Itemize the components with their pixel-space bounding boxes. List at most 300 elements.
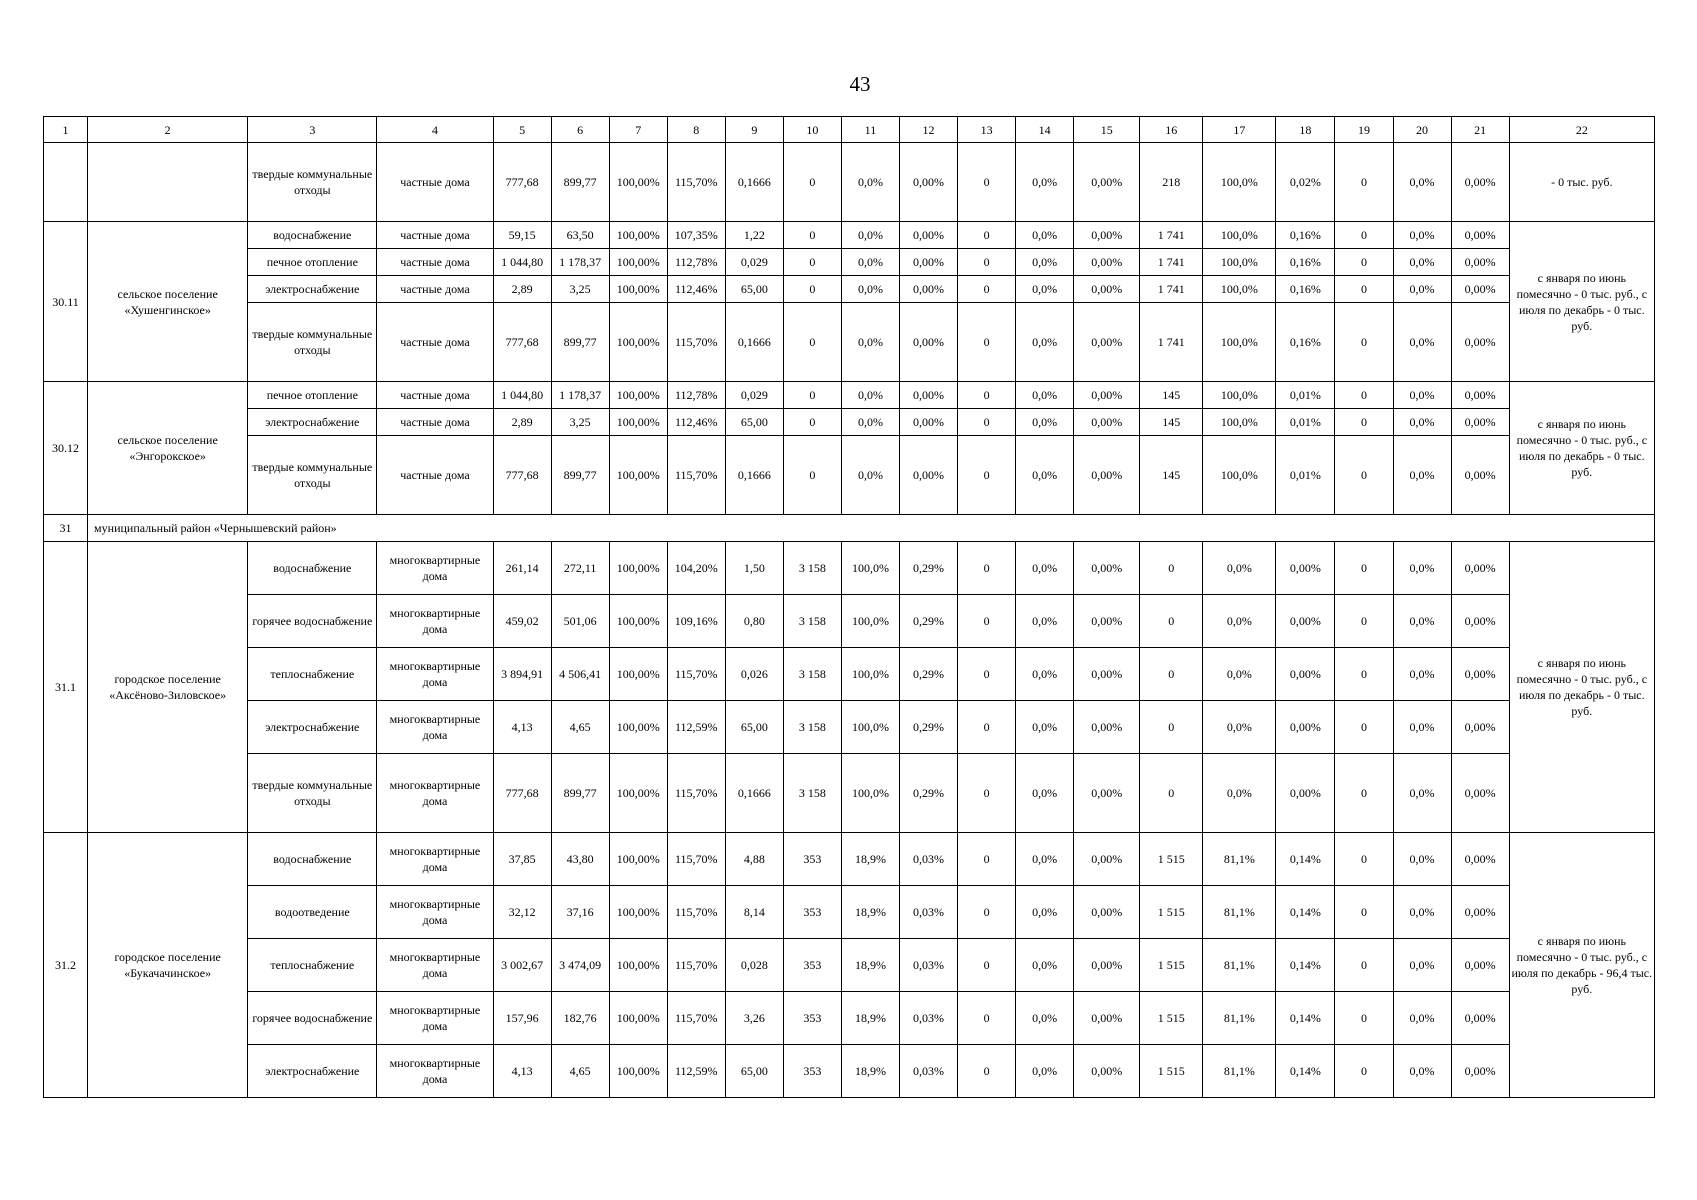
value-cell: 4,13 — [493, 701, 551, 754]
value-cell: 0 — [1335, 648, 1393, 701]
value-cell: 0 — [1335, 542, 1393, 595]
column-header: 6 — [551, 117, 609, 143]
value-cell: 0,00% — [1074, 542, 1140, 595]
value-cell: 0 — [1335, 436, 1393, 515]
value-cell: 0 — [1335, 249, 1393, 276]
value-cell: 777,68 — [493, 436, 551, 515]
value-cell: 100,0% — [1203, 303, 1276, 382]
value-cell: 0 — [958, 409, 1016, 436]
value-cell: 0,0% — [1016, 222, 1074, 249]
value-cell: 0 — [1140, 595, 1203, 648]
housing-type: многоквартирные дома — [377, 886, 493, 939]
value-cell: 0,00% — [1074, 595, 1140, 648]
value-cell: 0,00% — [1276, 542, 1335, 595]
value-cell: 0 — [958, 886, 1016, 939]
housing-type: многоквартирные дома — [377, 992, 493, 1045]
value-cell: 65,00 — [725, 276, 783, 303]
service-name: водоснабжение — [248, 222, 377, 249]
value-cell: 0,00% — [1451, 648, 1509, 701]
value-cell: 0,0% — [841, 143, 899, 222]
value-cell: 0,0% — [841, 303, 899, 382]
value-cell: 0,01% — [1276, 382, 1335, 409]
value-cell: 8,14 — [725, 886, 783, 939]
value-cell: 0,0% — [1393, 303, 1451, 382]
service-name: электроснабжение — [248, 409, 377, 436]
value-cell: 2,89 — [493, 276, 551, 303]
value-cell: 0,00% — [1451, 303, 1509, 382]
value-cell: 0 — [958, 648, 1016, 701]
value-cell: 100,00% — [609, 595, 667, 648]
housing-type: частные дома — [377, 303, 493, 382]
value-cell: 0,0% — [841, 276, 899, 303]
value-cell: 0 — [1335, 886, 1393, 939]
value-cell: 18,9% — [841, 833, 899, 886]
value-cell: 0,0% — [841, 409, 899, 436]
value-cell: 0,16% — [1276, 249, 1335, 276]
value-cell: 777,68 — [493, 143, 551, 222]
value-cell: 100,00% — [609, 276, 667, 303]
value-cell: 0,029 — [725, 249, 783, 276]
value-cell: 112,78% — [667, 249, 725, 276]
value-cell: 0,0% — [841, 249, 899, 276]
value-cell: 100,00% — [609, 249, 667, 276]
value-cell: 0,0% — [1016, 1045, 1074, 1098]
housing-type: частные дома — [377, 409, 493, 436]
value-cell: 1,22 — [725, 222, 783, 249]
value-cell: 777,68 — [493, 754, 551, 833]
value-cell: 0,0% — [1393, 939, 1451, 992]
value-cell: 0,0% — [1203, 542, 1276, 595]
row-number: 31.2 — [44, 833, 88, 1098]
housing-type: частные дома — [377, 249, 493, 276]
value-cell: 0,00% — [1451, 595, 1509, 648]
value-cell: 0,00% — [1074, 303, 1140, 382]
service-name: печное отопление — [248, 382, 377, 409]
value-cell: 0,0% — [1393, 382, 1451, 409]
value-cell: 0,00% — [1451, 382, 1509, 409]
column-header: 20 — [1393, 117, 1451, 143]
value-cell: 0,00% — [1451, 436, 1509, 515]
value-cell: 0 — [1335, 409, 1393, 436]
value-cell: 0,29% — [899, 648, 957, 701]
table-row — [44, 701, 1655, 754]
value-cell: 0,0% — [1203, 701, 1276, 754]
value-cell: 353 — [783, 939, 841, 992]
value-cell: 0 — [1335, 992, 1393, 1045]
value-cell: 100,00% — [609, 754, 667, 833]
value-cell: 145 — [1140, 382, 1203, 409]
value-cell: 0 — [1140, 542, 1203, 595]
payment-note: с января по июнь помесячно - 0 тыс. руб., с июля по декабрь - 0 тыс. руб. — [1509, 542, 1654, 833]
value-cell: 37,85 — [493, 833, 551, 886]
value-cell: 100,00% — [609, 542, 667, 595]
value-cell: 0,16% — [1276, 222, 1335, 249]
value-cell: 0,0% — [1393, 886, 1451, 939]
value-cell: 0,00% — [1451, 1045, 1509, 1098]
value-cell: 3 474,09 — [551, 939, 609, 992]
value-cell: 115,70% — [667, 648, 725, 701]
value-cell: 0 — [783, 303, 841, 382]
value-cell: 0,00% — [1074, 754, 1140, 833]
value-cell: 3,25 — [551, 409, 609, 436]
table-row — [44, 143, 1655, 222]
value-cell: 18,9% — [841, 939, 899, 992]
housing-type: многоквартирные дома — [377, 542, 493, 595]
value-cell: 0,00% — [1074, 409, 1140, 436]
value-cell: 0,00% — [1074, 222, 1140, 249]
value-cell: 1 515 — [1140, 1045, 1203, 1098]
value-cell: 1 515 — [1140, 992, 1203, 1045]
value-cell: 0,14% — [1276, 886, 1335, 939]
value-cell: 0,0% — [1016, 542, 1074, 595]
payment-note: с января по июнь помесячно - 0 тыс. руб., с июля по декабрь - 96,4 тыс. руб. — [1509, 833, 1654, 1098]
value-cell: 0,00% — [899, 143, 957, 222]
column-header: 16 — [1140, 117, 1203, 143]
value-cell: 0 — [1335, 754, 1393, 833]
value-cell: 0,16% — [1276, 276, 1335, 303]
payment-note: с января по июнь помесячно - 0 тыс. руб., с июля по декабрь - 0 тыс. руб. — [1509, 382, 1654, 515]
value-cell: 0,14% — [1276, 1045, 1335, 1098]
value-cell: 59,15 — [493, 222, 551, 249]
column-header: 21 — [1451, 117, 1509, 143]
value-cell: 100,0% — [1203, 222, 1276, 249]
value-cell: 0,00% — [899, 222, 957, 249]
value-cell: 0,14% — [1276, 939, 1335, 992]
value-cell: 0 — [958, 222, 1016, 249]
value-cell: 1 044,80 — [493, 249, 551, 276]
value-cell: 1 178,37 — [551, 249, 609, 276]
value-cell: 0,00% — [1074, 992, 1140, 1045]
value-cell: 0,0% — [1016, 992, 1074, 1045]
value-cell: 0,0% — [1393, 542, 1451, 595]
column-header: 5 — [493, 117, 551, 143]
housing-type: многоквартирные дома — [377, 1045, 493, 1098]
value-cell: 899,77 — [551, 436, 609, 515]
value-cell: 0,00% — [1074, 382, 1140, 409]
value-cell: 899,77 — [551, 303, 609, 382]
column-header: 13 — [958, 117, 1016, 143]
value-cell: 100,00% — [609, 436, 667, 515]
service-name: твердые коммунальные отходы — [248, 436, 377, 515]
value-cell: 0 — [1335, 382, 1393, 409]
service-name: печное отопление — [248, 249, 377, 276]
value-cell: 0,00% — [1074, 1045, 1140, 1098]
column-header: 2 — [88, 117, 248, 143]
service-name: твердые коммунальные отходы — [248, 754, 377, 833]
value-cell: 0,1666 — [725, 303, 783, 382]
value-cell: 112,78% — [667, 382, 725, 409]
service-name: водоотведение — [248, 886, 377, 939]
row-number: 30.11 — [44, 222, 88, 382]
section-row — [44, 515, 1655, 542]
value-cell: 157,96 — [493, 992, 551, 1045]
value-cell: 0,00% — [899, 436, 957, 515]
value-cell: 0 — [783, 249, 841, 276]
payment-note: - 0 тыс. руб. — [1509, 143, 1654, 222]
value-cell: 112,59% — [667, 1045, 725, 1098]
table-row — [44, 992, 1655, 1045]
value-cell: 0,0% — [1393, 436, 1451, 515]
value-cell: 112,59% — [667, 701, 725, 754]
value-cell: 3,26 — [725, 992, 783, 1045]
value-cell: 0,0% — [1016, 595, 1074, 648]
value-cell: 0,0% — [1016, 382, 1074, 409]
service-name: теплоснабжение — [248, 648, 377, 701]
value-cell: 100,0% — [1203, 143, 1276, 222]
value-cell: 112,46% — [667, 409, 725, 436]
value-cell: 104,20% — [667, 542, 725, 595]
table-row — [44, 436, 1655, 515]
value-cell: 0,16% — [1276, 303, 1335, 382]
value-cell: 4,13 — [493, 1045, 551, 1098]
value-cell: 4,65 — [551, 1045, 609, 1098]
value-cell: 182,76 — [551, 992, 609, 1045]
value-cell: 0,1666 — [725, 436, 783, 515]
value-cell: 0,0% — [1393, 701, 1451, 754]
value-cell: 0,29% — [899, 542, 957, 595]
value-cell: 100,00% — [609, 648, 667, 701]
table-row — [44, 939, 1655, 992]
value-cell: 4 506,41 — [551, 648, 609, 701]
value-cell: 0 — [1335, 595, 1393, 648]
column-header: 19 — [1335, 117, 1393, 143]
value-cell: 1 741 — [1140, 303, 1203, 382]
value-cell: 0 — [958, 276, 1016, 303]
value-cell: 0 — [783, 222, 841, 249]
value-cell: 115,70% — [667, 303, 725, 382]
value-cell: 0 — [783, 143, 841, 222]
value-cell: 0 — [958, 595, 1016, 648]
value-cell: 0,026 — [725, 648, 783, 701]
value-cell: 1,50 — [725, 542, 783, 595]
service-name: горячее водоснабжение — [248, 992, 377, 1045]
value-cell: 65,00 — [725, 701, 783, 754]
value-cell: 2,89 — [493, 409, 551, 436]
value-cell: 115,70% — [667, 833, 725, 886]
settlement-name: сельское поселение «Хушенгинское» — [88, 222, 248, 382]
column-header: 1 — [44, 117, 88, 143]
value-cell: 0 — [958, 542, 1016, 595]
value-cell: 0 — [958, 701, 1016, 754]
value-cell: 0,14% — [1276, 833, 1335, 886]
value-cell: 0,0% — [1203, 754, 1276, 833]
table-row — [44, 886, 1655, 939]
value-cell: 100,00% — [609, 939, 667, 992]
value-cell: 0,00% — [1451, 886, 1509, 939]
value-cell: 3,25 — [551, 276, 609, 303]
table-row — [44, 542, 1655, 595]
value-cell: 0,03% — [899, 886, 957, 939]
value-cell: 0 — [1140, 701, 1203, 754]
value-cell: 3 158 — [783, 754, 841, 833]
value-cell: 100,0% — [1203, 382, 1276, 409]
value-cell: 0 — [958, 754, 1016, 833]
value-cell: 0,1666 — [725, 754, 783, 833]
value-cell: 0,0% — [1393, 222, 1451, 249]
housing-type: частные дома — [377, 436, 493, 515]
column-header: 17 — [1203, 117, 1276, 143]
value-cell: 0 — [958, 992, 1016, 1045]
column-header: 8 — [667, 117, 725, 143]
housing-type: многоквартирные дома — [377, 939, 493, 992]
settlement-name: городское поселение «Букачачинское» — [88, 833, 248, 1098]
value-cell: 0,0% — [1016, 436, 1074, 515]
table-row — [44, 754, 1655, 833]
value-cell: 0,00% — [1451, 992, 1509, 1045]
value-cell: 0,0% — [1016, 276, 1074, 303]
housing-type: частные дома — [377, 382, 493, 409]
value-cell: 0,14% — [1276, 992, 1335, 1045]
column-header: 22 — [1509, 117, 1654, 143]
table-row — [44, 276, 1655, 303]
value-cell: 100,00% — [609, 1045, 667, 1098]
empty-cell — [88, 143, 248, 222]
column-header: 4 — [377, 117, 493, 143]
value-cell: 459,02 — [493, 595, 551, 648]
value-cell: 100,00% — [609, 833, 667, 886]
value-cell: 0,0% — [1393, 648, 1451, 701]
value-cell: 0,0% — [841, 436, 899, 515]
value-cell: 100,0% — [1203, 249, 1276, 276]
value-cell: 100,00% — [609, 143, 667, 222]
value-cell: 81,1% — [1203, 1045, 1276, 1098]
value-cell: 18,9% — [841, 886, 899, 939]
value-cell: 0,0% — [1393, 1045, 1451, 1098]
value-cell: 0 — [1335, 303, 1393, 382]
value-cell: 0 — [783, 276, 841, 303]
value-cell: 100,0% — [1203, 409, 1276, 436]
value-cell: 4,88 — [725, 833, 783, 886]
value-cell: 1 741 — [1140, 249, 1203, 276]
value-cell: 0,00% — [1276, 595, 1335, 648]
housing-type: многоквартирные дома — [377, 833, 493, 886]
value-cell: 0 — [1140, 648, 1203, 701]
column-header: 7 — [609, 117, 667, 143]
value-cell: 0,00% — [1451, 701, 1509, 754]
value-cell: 0,0% — [1393, 276, 1451, 303]
value-cell: 0,00% — [1451, 754, 1509, 833]
value-cell: 0,0% — [1393, 992, 1451, 1045]
service-name: электроснабжение — [248, 701, 377, 754]
value-cell: 4,65 — [551, 701, 609, 754]
value-cell: 0,00% — [1074, 276, 1140, 303]
value-cell: 112,46% — [667, 276, 725, 303]
value-cell: 115,70% — [667, 992, 725, 1045]
value-cell: 1 515 — [1140, 833, 1203, 886]
value-cell: 0 — [958, 303, 1016, 382]
value-cell: 1 044,80 — [493, 382, 551, 409]
value-cell: 81,1% — [1203, 939, 1276, 992]
value-cell: 0,00% — [899, 382, 957, 409]
value-cell: 0 — [958, 382, 1016, 409]
value-cell: 145 — [1140, 436, 1203, 515]
value-cell: 0 — [958, 143, 1016, 222]
row-number: 30.12 — [44, 382, 88, 515]
housing-type: частные дома — [377, 222, 493, 249]
value-cell: 0,29% — [899, 595, 957, 648]
value-cell: 0 — [958, 436, 1016, 515]
value-cell: 0,03% — [899, 939, 957, 992]
value-cell: 0,0% — [1203, 648, 1276, 701]
service-name: твердые коммунальные отходы — [248, 143, 377, 222]
value-cell: 0,00% — [1074, 833, 1140, 886]
value-cell: 1 741 — [1140, 222, 1203, 249]
value-cell: 100,00% — [609, 222, 667, 249]
value-cell: 0,0% — [1016, 939, 1074, 992]
value-cell: 0 — [783, 382, 841, 409]
value-cell: 0,0% — [1016, 833, 1074, 886]
value-cell: 100,00% — [609, 992, 667, 1045]
page-number: 43 — [849, 72, 871, 96]
value-cell: 0,00% — [1451, 542, 1509, 595]
value-cell: 3 158 — [783, 701, 841, 754]
value-cell: 18,9% — [841, 992, 899, 1045]
value-cell: 0,00% — [1074, 886, 1140, 939]
value-cell: 501,06 — [551, 595, 609, 648]
header-row — [44, 117, 1655, 143]
housing-type: частные дома — [377, 143, 493, 222]
column-header: 12 — [899, 117, 957, 143]
value-cell: 100,0% — [841, 648, 899, 701]
value-cell: 0 — [783, 436, 841, 515]
table-row — [44, 648, 1655, 701]
value-cell: 0 — [958, 1045, 1016, 1098]
empty-cell — [44, 143, 88, 222]
value-cell: 218 — [1140, 143, 1203, 222]
column-header: 18 — [1276, 117, 1335, 143]
value-cell: 353 — [783, 833, 841, 886]
table-row — [44, 409, 1655, 436]
value-cell: 0,0% — [1016, 303, 1074, 382]
value-cell: 100,0% — [841, 542, 899, 595]
housing-type: многоквартирные дома — [377, 701, 493, 754]
value-cell: 0,0% — [1393, 833, 1451, 886]
service-name: водоснабжение — [248, 833, 377, 886]
value-cell: 261,14 — [493, 542, 551, 595]
value-cell: 0,02% — [1276, 143, 1335, 222]
table-row — [44, 595, 1655, 648]
value-cell: 272,11 — [551, 542, 609, 595]
housing-type: частные дома — [377, 276, 493, 303]
column-header: 9 — [725, 117, 783, 143]
value-cell: 0,029 — [725, 382, 783, 409]
settlement-name: сельское поселение «Энгорокское» — [88, 382, 248, 515]
value-cell: 65,00 — [725, 1045, 783, 1098]
value-cell: 115,70% — [667, 754, 725, 833]
column-header: 11 — [841, 117, 899, 143]
value-cell: 0,01% — [1276, 409, 1335, 436]
value-cell: 0 — [1335, 222, 1393, 249]
value-cell: 0 — [1335, 833, 1393, 886]
value-cell: 0,00% — [1451, 276, 1509, 303]
value-cell: 0,00% — [1074, 249, 1140, 276]
value-cell: 3 894,91 — [493, 648, 551, 701]
value-cell: 0,0% — [1393, 249, 1451, 276]
value-cell: 3 158 — [783, 542, 841, 595]
value-cell: 0,0% — [841, 222, 899, 249]
value-cell: 37,16 — [551, 886, 609, 939]
service-name: электроснабжение — [248, 276, 377, 303]
value-cell: 43,80 — [551, 833, 609, 886]
section-label: муниципальный район «Чернышевский район» — [88, 515, 1655, 542]
value-cell: 0,00% — [1451, 222, 1509, 249]
value-cell: 63,50 — [551, 222, 609, 249]
value-cell: 899,77 — [551, 143, 609, 222]
value-cell: 0 — [1140, 754, 1203, 833]
value-cell: 0,00% — [899, 276, 957, 303]
value-cell: 0,29% — [899, 754, 957, 833]
value-cell: 1 515 — [1140, 939, 1203, 992]
